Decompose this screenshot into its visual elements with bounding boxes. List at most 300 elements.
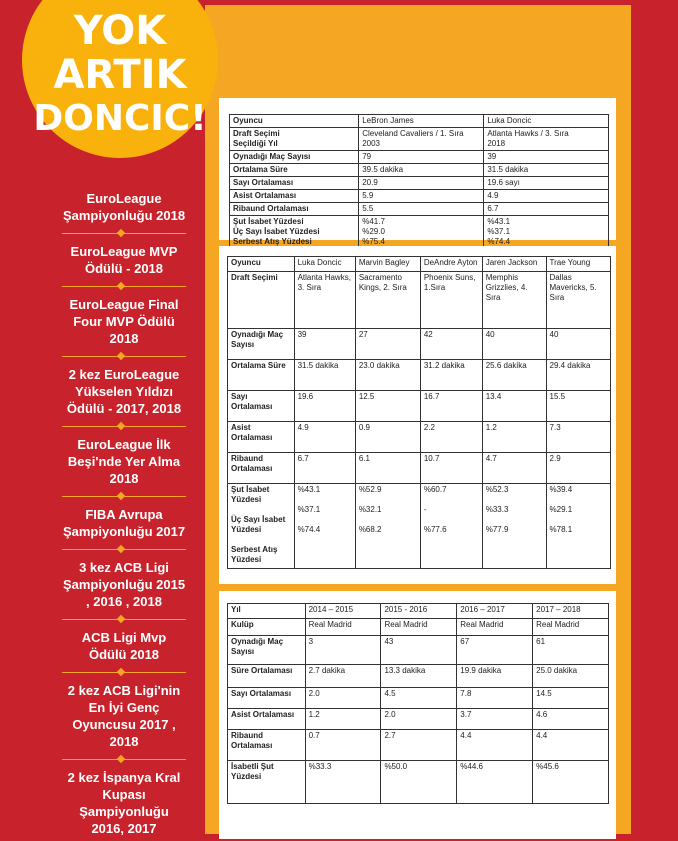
panel-real-madrid-seasons bbox=[219, 591, 616, 839]
cell-text: %44.6 bbox=[460, 762, 483, 771]
value-cell bbox=[381, 688, 457, 709]
row-label-cell bbox=[228, 257, 295, 272]
value-cell bbox=[305, 665, 381, 688]
value-cell bbox=[294, 422, 355, 453]
value-cell bbox=[533, 604, 609, 619]
cell-text: 7.8 bbox=[460, 689, 472, 698]
cell-text: 3 bbox=[308, 637, 314, 646]
cell-text: %52.9 bbox=[358, 485, 382, 494]
row-label-cell bbox=[228, 272, 295, 329]
cell-text: 2.7 bbox=[384, 731, 396, 740]
cell-text: Seçildiği Yıl bbox=[233, 139, 278, 148]
table-row bbox=[228, 636, 609, 665]
value-cell bbox=[533, 619, 609, 636]
cell-text: İsabetli Şut Yüzdesi bbox=[231, 762, 274, 781]
diamond-icon bbox=[117, 755, 125, 763]
value-cell bbox=[546, 329, 610, 360]
cell-text: %43.1 bbox=[487, 217, 511, 226]
cell-text: %77.9 bbox=[485, 525, 509, 534]
cell-text: 31.5 dakika bbox=[487, 165, 529, 174]
cell-text: 19.9 dakika bbox=[460, 666, 502, 675]
value-cell bbox=[533, 688, 609, 709]
cell-text: %45.6 bbox=[536, 762, 559, 771]
row-label-cell bbox=[228, 709, 306, 730]
cell-text: Ribaund Ortalaması bbox=[231, 454, 273, 473]
cell-text: Real Madrid bbox=[308, 620, 352, 629]
award-separator bbox=[62, 283, 186, 290]
value-cell bbox=[457, 636, 533, 665]
row-label-cell bbox=[230, 151, 359, 164]
row-label-cell bbox=[230, 164, 359, 177]
cell-text: 2017 – 2018 bbox=[536, 605, 581, 614]
table-row bbox=[228, 688, 609, 709]
cell-text: 2014 – 2015 bbox=[308, 605, 354, 614]
value-cell bbox=[359, 216, 484, 249]
value-cell bbox=[359, 164, 484, 177]
value-cell bbox=[546, 422, 610, 453]
cell-text: Real Madrid bbox=[536, 620, 580, 629]
cell-text: 42 bbox=[423, 330, 433, 339]
cell-text: 4.5 bbox=[384, 689, 396, 698]
cell-text: 4.9 bbox=[487, 191, 499, 200]
diamond-icon bbox=[117, 492, 125, 500]
row-label-cell bbox=[228, 665, 306, 688]
cell-text: Şut İsabet Yüzdesi bbox=[231, 485, 270, 504]
cell-text: Oyuncu bbox=[233, 116, 263, 125]
cell-text: 31.5 dakika bbox=[297, 361, 339, 370]
cell-text: 40 bbox=[485, 330, 495, 339]
cell-text: %29.0 bbox=[362, 227, 385, 236]
cell-text: 13.4 bbox=[485, 392, 502, 401]
cell-text: Real Madrid bbox=[384, 620, 428, 629]
cell-text: %37.1 bbox=[297, 505, 321, 514]
cell-text: 31.2 dakika bbox=[423, 361, 465, 370]
cell-text: 43 bbox=[384, 637, 394, 646]
value-cell bbox=[484, 203, 609, 216]
row-label-cell bbox=[228, 360, 295, 391]
value-cell bbox=[482, 391, 546, 422]
cell-text: Memphis Grizzlies, 4. Sıra bbox=[485, 273, 528, 302]
value-cell bbox=[484, 164, 609, 177]
cell-text: Trae Young bbox=[549, 258, 591, 267]
cell-text: 7.3 bbox=[549, 423, 561, 432]
cell-text: %37.1 bbox=[487, 227, 511, 236]
cell-text: 1.2 bbox=[485, 423, 497, 432]
value-cell bbox=[457, 709, 533, 730]
row-label-cell bbox=[228, 422, 295, 453]
cell-text: %33.3 bbox=[308, 762, 332, 771]
award-item: EuroLeague MVP Ödülü - 2018 bbox=[70, 244, 178, 276]
value-cell bbox=[359, 177, 484, 190]
value-cell bbox=[305, 730, 381, 761]
value-cell bbox=[294, 360, 355, 391]
cell-text: 19.6 bbox=[297, 392, 314, 401]
row-label-cell bbox=[228, 619, 306, 636]
value-cell bbox=[546, 453, 610, 484]
cell-text: %74.4 bbox=[297, 525, 321, 534]
diamond-icon bbox=[117, 352, 125, 360]
cell-text: Ortalama Süre bbox=[231, 361, 286, 370]
value-cell bbox=[305, 619, 381, 636]
cell-text: Luka Doncic bbox=[487, 116, 532, 125]
value-cell bbox=[294, 257, 355, 272]
row-label-cell bbox=[228, 484, 295, 569]
cell-text: Asist Ortalaması bbox=[231, 423, 273, 442]
award-item: 2 kez ACB Ligi'nin En İyi Genç Oyuncusu 2017 , 2018 bbox=[67, 683, 181, 749]
row-label-cell bbox=[228, 636, 306, 665]
row-label-cell bbox=[228, 329, 295, 360]
cell-text: 1.2 bbox=[308, 710, 320, 719]
cell-text: 14.5 bbox=[536, 689, 552, 698]
value-cell bbox=[294, 453, 355, 484]
cell-text: %39.4 bbox=[549, 485, 573, 494]
value-cell bbox=[533, 730, 609, 761]
value-cell bbox=[420, 360, 482, 391]
cell-text: Real Madrid bbox=[460, 620, 504, 629]
cell-text: 4.9 bbox=[297, 423, 309, 432]
table-row bbox=[228, 453, 611, 484]
value-cell bbox=[457, 688, 533, 709]
diamond-icon bbox=[117, 282, 125, 290]
table-real-madrid-seasons bbox=[227, 603, 609, 804]
table-row bbox=[228, 272, 611, 329]
value-cell bbox=[355, 484, 420, 569]
cell-text: 2015 - 2016 bbox=[384, 605, 428, 614]
cell-text: Jaren Jackson bbox=[485, 258, 538, 267]
cell-text: 2.2 bbox=[423, 423, 435, 432]
table-row bbox=[228, 360, 611, 391]
table-row bbox=[228, 391, 611, 422]
cell-text: 19.6 sayı bbox=[487, 178, 520, 187]
cell-text: 61 bbox=[536, 637, 546, 646]
value-cell bbox=[420, 453, 482, 484]
value-cell bbox=[546, 391, 610, 422]
cell-text: %41.7 bbox=[362, 217, 385, 226]
cell-text: Sayı Ortalaması bbox=[233, 178, 294, 187]
cell-text: Oynadığı Maç Sayısı bbox=[231, 637, 284, 656]
cell-text: Marvin Bagley bbox=[358, 258, 410, 267]
title-line-2: ARTIK bbox=[53, 52, 187, 98]
diamond-icon bbox=[117, 422, 125, 430]
value-cell bbox=[457, 730, 533, 761]
value-cell bbox=[546, 272, 610, 329]
cell-text: Ribaund Ortalaması bbox=[233, 204, 309, 213]
cell-text: 15.5 bbox=[549, 392, 566, 401]
cell-text: 2.7 dakika bbox=[308, 666, 346, 675]
cell-text: Şut İsabet Yüzdesi bbox=[233, 217, 304, 226]
table-row bbox=[228, 730, 609, 761]
cell-text: 13.3 dakika bbox=[384, 666, 426, 675]
value-cell bbox=[482, 453, 546, 484]
cell-text: 25.0 dakika bbox=[536, 666, 578, 675]
value-cell bbox=[482, 484, 546, 569]
cell-text: %74.4 bbox=[487, 237, 511, 246]
cell-text: 5.5 bbox=[362, 204, 374, 213]
row-label-cell bbox=[230, 177, 359, 190]
cell-text: Ribaund Ortalaması bbox=[231, 731, 273, 750]
table-row bbox=[228, 665, 609, 688]
value-cell bbox=[305, 761, 381, 804]
row-label-cell bbox=[228, 391, 295, 422]
value-cell bbox=[355, 257, 420, 272]
cell-text: 27 bbox=[358, 330, 368, 339]
award-separator bbox=[62, 423, 186, 430]
value-cell bbox=[482, 360, 546, 391]
value-cell bbox=[359, 151, 484, 164]
award-separator bbox=[62, 669, 186, 676]
diamond-icon bbox=[117, 229, 125, 237]
cell-text: 2003 bbox=[362, 139, 380, 148]
table-row bbox=[228, 484, 611, 569]
cell-text: Ortalama Süre bbox=[233, 165, 288, 174]
cell-text: %68.2 bbox=[358, 525, 382, 534]
value-cell bbox=[359, 128, 484, 151]
table-draft-class bbox=[227, 256, 611, 569]
award-item: 2 kez İspanya Kral Kupası Şampiyonluğu 2016, 2017 bbox=[67, 770, 181, 836]
cell-text: LeBron James bbox=[362, 116, 414, 125]
cell-text: 2016 – 2017 bbox=[460, 605, 505, 614]
cell-text: %77.6 bbox=[423, 525, 447, 534]
value-cell bbox=[381, 665, 457, 688]
cell-text: 16.7 bbox=[423, 392, 440, 401]
row-label-cell bbox=[228, 761, 306, 804]
title-line-1: YOK bbox=[73, 8, 167, 54]
row-label-cell bbox=[230, 128, 359, 151]
cell-text: 23.0 dakika bbox=[358, 361, 400, 370]
table-row bbox=[230, 203, 609, 216]
value-cell bbox=[533, 761, 609, 804]
value-cell bbox=[381, 709, 457, 730]
value-cell bbox=[533, 665, 609, 688]
value-cell bbox=[484, 151, 609, 164]
value-cell bbox=[355, 272, 420, 329]
row-label-cell bbox=[230, 115, 359, 128]
value-cell bbox=[381, 636, 457, 665]
value-cell bbox=[359, 115, 484, 128]
value-cell bbox=[546, 484, 610, 569]
table-row bbox=[230, 115, 609, 128]
table-row bbox=[228, 257, 611, 272]
table-row bbox=[228, 329, 611, 360]
value-cell bbox=[482, 257, 546, 272]
row-label-cell bbox=[230, 190, 359, 203]
value-cell bbox=[484, 128, 609, 151]
cell-text: Phoenix Suns, 1.Sıra bbox=[423, 273, 476, 292]
cell-text: Sayı Ortalaması bbox=[231, 392, 273, 411]
value-cell bbox=[305, 709, 381, 730]
value-cell bbox=[381, 604, 457, 619]
cell-text: 6.7 bbox=[297, 454, 309, 463]
cell-text: Kulüp bbox=[231, 620, 254, 629]
table-row bbox=[228, 761, 609, 804]
value-cell bbox=[359, 203, 484, 216]
cell-text: %60.7 bbox=[423, 485, 447, 494]
cell-text: 2.0 bbox=[384, 710, 396, 719]
value-cell bbox=[482, 422, 546, 453]
cell-text: %33.3 bbox=[485, 505, 509, 514]
value-cell bbox=[457, 761, 533, 804]
cell-text: 39 bbox=[297, 330, 307, 339]
diamond-icon bbox=[117, 545, 125, 553]
value-cell bbox=[484, 115, 609, 128]
title-line-3: DONCIC! bbox=[33, 98, 207, 139]
table-row bbox=[230, 216, 609, 249]
cell-text: 79 bbox=[362, 152, 372, 161]
cell-text: %29.1 bbox=[549, 505, 573, 514]
award-item: FIBA Avrupa Şampiyonluğu 2017 bbox=[62, 507, 186, 539]
awards-list bbox=[62, 186, 186, 841]
cell-text: 2.0 bbox=[308, 689, 320, 698]
cell-text: Üç Sayı İsabet Yüzdesi bbox=[233, 227, 320, 236]
value-cell bbox=[457, 604, 533, 619]
award-item: EuroLeague İlk Beşi'nde Yer Alma 2018 bbox=[67, 437, 181, 486]
award-item: 2 kez EuroLeague Yükselen Yıldızı Ödülü - 2017, 2018 bbox=[66, 367, 182, 416]
cell-text: %75.4 bbox=[362, 237, 385, 246]
cell-text: Atlanta Hawks, 3. Sıra bbox=[297, 273, 351, 292]
cell-text: - bbox=[423, 505, 427, 514]
cell-text: Sacramento Kings, 2. Sıra bbox=[358, 273, 407, 292]
cell-text: Atlanta Hawks / 3. Sıra bbox=[487, 129, 569, 138]
table-row bbox=[228, 422, 611, 453]
cell-text: 12.5 bbox=[358, 392, 375, 401]
row-label-cell bbox=[228, 730, 306, 761]
value-cell bbox=[533, 636, 609, 665]
cell-text: 6.7 bbox=[487, 204, 499, 213]
award-separator bbox=[62, 493, 186, 500]
panel-draft-class bbox=[219, 246, 616, 584]
table-row bbox=[230, 190, 609, 203]
value-cell bbox=[546, 360, 610, 391]
cell-text: Oyuncu bbox=[231, 258, 261, 267]
award-separator bbox=[62, 616, 186, 623]
row-label-cell bbox=[228, 688, 306, 709]
value-cell bbox=[457, 665, 533, 688]
value-cell bbox=[420, 422, 482, 453]
value-cell bbox=[294, 391, 355, 422]
cell-text: 0.7 bbox=[308, 731, 320, 740]
cell-text: 4.6 bbox=[536, 710, 548, 719]
value-cell bbox=[355, 360, 420, 391]
row-label-cell bbox=[230, 203, 359, 216]
cell-text: 4.4 bbox=[536, 731, 548, 740]
award-separator bbox=[62, 353, 186, 360]
cell-text: 2018 bbox=[487, 139, 506, 148]
value-cell bbox=[484, 190, 609, 203]
cell-text: Cleveland Cavaliers / 1. Sıra bbox=[362, 129, 464, 138]
cell-text: Süre Ortalaması bbox=[231, 666, 293, 675]
award-separator bbox=[62, 230, 186, 237]
row-label-cell bbox=[230, 216, 359, 249]
value-cell bbox=[420, 391, 482, 422]
table-row bbox=[228, 619, 609, 636]
award-item: EuroLeague Şampiyonluğu 2018 bbox=[62, 191, 186, 223]
value-cell bbox=[305, 688, 381, 709]
cell-text: 3.7 bbox=[460, 710, 472, 719]
table-row bbox=[228, 709, 609, 730]
cell-text: Draft Seçimi bbox=[233, 129, 280, 138]
value-cell bbox=[533, 709, 609, 730]
cell-text: 25.6 dakika bbox=[485, 361, 527, 370]
cell-text: DeAndre Ayton bbox=[423, 258, 478, 267]
cell-text: Draft Seçimi bbox=[231, 273, 278, 282]
cell-text: Dallas Mavericks, 5. Sıra bbox=[549, 273, 597, 302]
cell-text: Oynadığı Maç Sayısı bbox=[233, 152, 311, 161]
cell-text: 39.5 dakika bbox=[362, 165, 404, 174]
row-label-cell bbox=[228, 604, 306, 619]
diamond-icon bbox=[117, 668, 125, 676]
value-cell bbox=[546, 257, 610, 272]
cell-text: 29.4 dakika bbox=[549, 361, 591, 370]
award-item: ACB Ligi Mvp Ödülü 2018 bbox=[81, 630, 167, 662]
cell-text: Asist Ortalaması bbox=[231, 710, 295, 719]
value-cell bbox=[484, 177, 609, 190]
value-cell bbox=[420, 484, 482, 569]
cell-text: 67 bbox=[460, 637, 470, 646]
award-item: EuroLeague Final Four MVP Ödülü 2018 bbox=[69, 297, 179, 346]
cell-text: 2.9 bbox=[549, 454, 561, 463]
value-cell bbox=[381, 761, 457, 804]
award-item: 3 kez ACB Ligi Şampiyonluğu 2015 , 2016 , 2018 bbox=[62, 560, 186, 609]
title-badge bbox=[22, 0, 218, 158]
cell-text: 0.9 bbox=[358, 423, 370, 432]
cell-text: 5.9 bbox=[362, 191, 374, 200]
panel-comparison-lebron bbox=[219, 98, 616, 246]
value-cell bbox=[457, 619, 533, 636]
value-cell bbox=[305, 604, 381, 619]
value-cell bbox=[294, 272, 355, 329]
value-cell bbox=[294, 329, 355, 360]
cell-text: Üç Sayı İsabet Yüzdesi bbox=[231, 515, 286, 534]
cell-text: 20.9 bbox=[362, 178, 378, 187]
diamond-icon bbox=[117, 615, 125, 623]
value-cell bbox=[482, 272, 546, 329]
value-cell bbox=[381, 619, 457, 636]
value-cell bbox=[355, 453, 420, 484]
cell-text: 6.1 bbox=[358, 454, 370, 463]
value-cell bbox=[420, 329, 482, 360]
cell-text: %78.1 bbox=[549, 525, 573, 534]
cell-text: %43.1 bbox=[297, 485, 321, 494]
value-cell bbox=[420, 272, 482, 329]
value-cell bbox=[305, 636, 381, 665]
cell-text: Serbest Atış Yüzdesi bbox=[233, 237, 312, 246]
cell-text: Luka Doncic bbox=[297, 258, 342, 267]
value-cell bbox=[294, 484, 355, 569]
cell-text: %50.0 bbox=[384, 762, 408, 771]
award-separator bbox=[62, 756, 186, 763]
value-cell bbox=[420, 257, 482, 272]
value-cell bbox=[381, 730, 457, 761]
table-row bbox=[228, 604, 609, 619]
cell-text: Sayı Ortalaması bbox=[231, 689, 292, 698]
row-label-cell bbox=[228, 453, 295, 484]
value-cell bbox=[359, 190, 484, 203]
cell-text: %52.3 bbox=[485, 485, 509, 494]
cell-text: Asist Ortalaması bbox=[233, 191, 297, 200]
cell-text: 4.7 bbox=[485, 454, 497, 463]
value-cell bbox=[355, 329, 420, 360]
value-cell bbox=[484, 216, 609, 249]
cell-text: Serbest Atış Yüzdesi bbox=[231, 545, 278, 564]
table-row bbox=[230, 128, 609, 151]
cell-text: 39 bbox=[487, 152, 497, 161]
cell-text: 4.4 bbox=[460, 731, 472, 740]
cell-text: 10.7 bbox=[423, 454, 440, 463]
cell-text: Oynadığı Maç Sayısı bbox=[231, 330, 284, 349]
value-cell bbox=[355, 391, 420, 422]
table-lebron-vs-doncic bbox=[229, 114, 609, 249]
table-row bbox=[230, 151, 609, 164]
